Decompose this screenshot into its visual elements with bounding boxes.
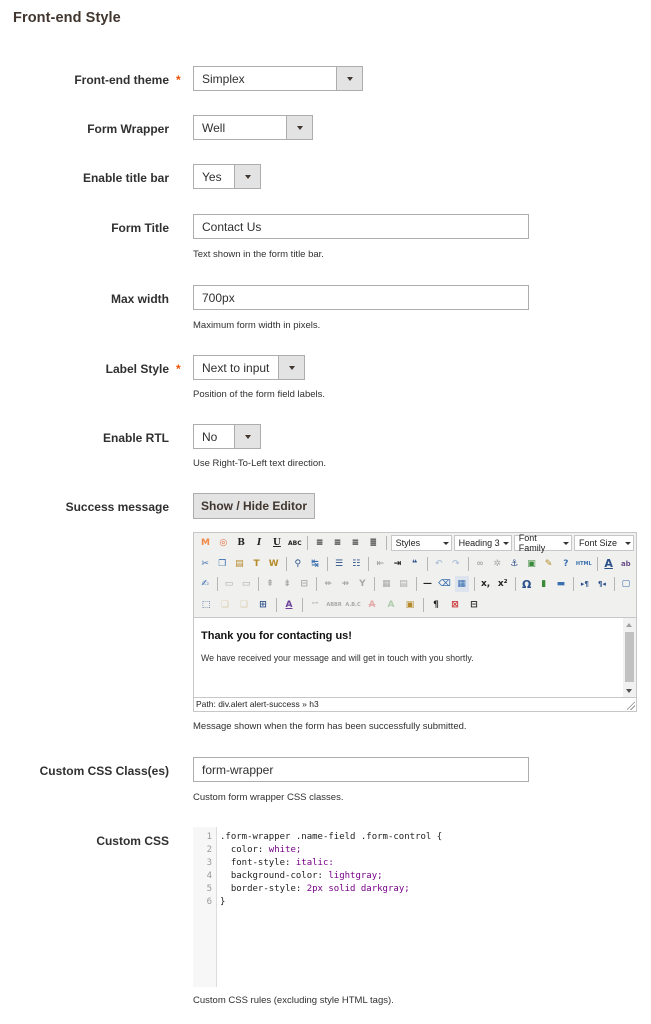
background-color-icon[interactable]: ab [620,559,631,568]
label-label-style: Label Style [105,362,169,376]
code-line-2: color: white; [220,845,302,855]
scroll-up-icon [626,623,632,627]
delete-col-icon[interactable]: Y [359,579,366,590]
form-title-note: Text shown in the form title bar. [193,249,324,260]
label-style-note: Position of the form field labels. [193,389,326,400]
superscript-icon[interactable]: x² [497,579,508,590]
special-char-icon[interactable]: Ω [521,577,532,591]
chevron-down-icon [278,356,304,379]
label-style-select[interactable]: Next to input [193,355,305,380]
row-props-icon[interactable]: ▭ [224,579,234,590]
italic-icon[interactable]: I [256,538,262,549]
code-line-1: .form-wrapper .name-field .form-control { [220,832,443,842]
ltr-icon[interactable]: ▸¶ [580,580,589,589]
label-max-width: Max width [110,292,169,306]
max-width-note: Maximum form width in pixels. [193,320,321,331]
toolbar-row-4 [194,595,636,616]
code-line-4: background-color: lightgray; [220,871,383,881]
chevron-down-icon [234,425,260,448]
enable-title-bar-select[interactable]: Yes [193,164,261,189]
code-line-3: font-style: italic: [220,858,334,868]
label-form-wrapper: Form Wrapper [87,122,169,136]
label-frontend-theme: Front-end theme [74,73,169,87]
form-wrapper-select[interactable]: Well [193,115,313,140]
css-class-note: Custom form wrapper CSS classes. [193,792,344,803]
custom-css-note: Custom CSS rules (excluding style HTML tags). [193,995,394,1006]
insert-row-before-icon[interactable]: ⇞ [266,579,274,590]
strikethrough-icon[interactable]: ABC [288,539,302,547]
delete-row-icon[interactable]: ⊟ [300,579,309,590]
attributes-icon[interactable]: ▣ [405,599,415,610]
label-enable-title-bar: Enable title bar [82,171,169,185]
insert-col-before-icon[interactable]: ⇷ [324,579,332,590]
split-cells-icon[interactable]: ▦ [382,579,391,590]
styles-dropdown[interactable]: Styles [391,535,452,551]
align-justify-icon[interactable]: ≣ [369,538,377,549]
font-size-dropdown[interactable]: Font Size [574,535,634,551]
edit-icon[interactable]: ✍ [201,579,209,590]
bullet-list-icon[interactable]: ☰ [335,558,344,569]
insert-text-icon[interactable]: A [387,599,395,610]
insert-layer-icon[interactable]: ⊞ [259,599,267,610]
numbered-list-icon[interactable]: ☷ [352,558,361,569]
success-message-note: Message shown when the form has been successfully submitted. [193,721,467,732]
resize-handle-icon[interactable] [627,702,635,710]
remove-format-icon[interactable]: ⌫ [438,579,451,590]
outdent-icon[interactable]: ⇤ [376,558,385,569]
horizontal-line-icon[interactable]: ▬ [556,579,566,590]
editor-content[interactable] [194,617,636,697]
paste-word-icon[interactable]: W [268,558,279,569]
required-icon: * [176,362,181,376]
show-blocks-icon[interactable]: ¶ [433,599,439,610]
label-success-message: Success message [65,500,169,514]
toolbar-row-2 [194,554,636,575]
enable-rtl-select[interactable]: No [193,424,261,449]
page-break-icon[interactable]: ⊟ [470,599,478,610]
toolbar-row-3 [194,574,636,595]
replace-icon[interactable]: ↹ [311,558,319,569]
chevron-down-icon [286,116,312,139]
bold-icon[interactable]: B [237,538,245,549]
font-family-dropdown[interactable]: Font Family [514,535,572,551]
paste-text-icon[interactable]: T [253,558,260,569]
cell-props-icon[interactable]: ▭ [241,579,251,590]
unlink-icon[interactable]: ✲ [493,558,501,569]
code-line-5: border-style: 2px solid darkgray; [220,884,410,894]
media-icon[interactable]: ▮ [541,579,547,590]
source-icon[interactable]: M [200,538,210,549]
section-title: Front-end Style [13,10,121,26]
form-title-input[interactable]: Contact Us [193,214,529,239]
paste-icon[interactable]: ▤ [235,558,244,569]
acronym-icon[interactable]: A.B.C [345,601,361,608]
anchor-icon[interactable]: ⚓ [510,558,519,569]
table-icon[interactable]: ▦ [455,576,469,592]
align-right-icon[interactable]: ≡ [351,538,360,549]
help-circle-icon[interactable]: ? [563,558,569,569]
text-color-icon[interactable]: A [604,557,613,571]
redo-icon[interactable]: ↷ [452,558,460,569]
custom-css-editor[interactable] [193,827,637,987]
success-body: We have received your message and will get in touch with you shortly. [201,653,474,663]
style-props-icon[interactable]: A [285,599,293,610]
image-icon[interactable]: ▣ [527,558,536,569]
required-icon: * [176,73,181,87]
cite-icon[interactable]: “” [311,601,319,608]
delete-text-icon[interactable]: A [368,599,376,610]
subscript-icon[interactable]: x, [480,579,491,590]
non-breaking-icon[interactable]: ⊠ [451,599,459,610]
insert-col-after-icon[interactable]: ⇸ [341,579,350,590]
visual-aid-icon[interactable]: ⬚ [201,599,211,610]
align-left-icon[interactable]: ≡ [315,538,324,549]
align-center-icon[interactable]: ≡ [333,538,342,549]
move-forward-icon[interactable]: ❏ [220,599,230,610]
label-custom-css: Custom CSS [96,834,169,848]
indent-icon[interactable]: ⇥ [393,558,402,569]
cleanup-icon[interactable]: ✎ [544,558,553,569]
css-class-input[interactable]: form-wrapper [193,757,529,782]
underline-icon[interactable]: U [273,538,281,549]
label-form-title: Form Title [111,221,169,235]
find-icon[interactable]: ⚲ [294,558,302,569]
abbr-icon[interactable]: ABBR [326,601,342,608]
move-backward-icon[interactable]: ❏ [239,599,249,610]
chevron-down-icon [336,67,362,90]
blockquote-icon[interactable]: ❝ [412,558,418,569]
max-width-input[interactable]: 700px [193,285,529,310]
chevron-down-icon [234,165,260,188]
html-icon[interactable]: HTML [575,560,592,567]
scroll-down-icon [626,689,632,693]
rtl-icon[interactable]: ¶◂ [597,580,606,589]
show-hide-editor-button[interactable]: Show / Hide Editor [193,493,315,519]
wysiwyg-editor [193,532,637,712]
frontend-theme-select[interactable]: Simplex [193,66,363,91]
label-css-class: Custom CSS Class(es) [39,764,169,778]
merge-cells-icon[interactable]: ▤ [399,579,408,590]
help-icon[interactable]: ◎ [219,538,228,549]
fullscreen-icon[interactable]: ▢ [621,579,631,590]
label-enable-rtl: Enable RTL [102,431,169,445]
undo-icon[interactable]: ↶ [434,558,443,569]
editor-scrollbar[interactable] [623,618,636,698]
toolbar-row-1 [194,533,636,554]
format-dropdown[interactable]: Heading 3 [454,535,512,551]
cut-icon[interactable]: ✂ [201,558,209,569]
horizontal-rule-icon[interactable]: — [422,579,432,590]
editor-path-bar: Path: div.alert alert-success » h3 [194,697,636,711]
insert-row-after-icon[interactable]: ⇟ [283,579,291,590]
code-line-6: } [220,897,226,907]
copy-icon[interactable]: ❐ [218,558,227,569]
line-number-gutter: 1 2 3 4 5 6 [193,827,217,987]
enable-rtl-note: Use Right-To-Left text direction. [193,458,327,469]
success-heading: Thank you for contacting us! [201,630,352,642]
link-icon[interactable]: ∞ [476,558,484,569]
